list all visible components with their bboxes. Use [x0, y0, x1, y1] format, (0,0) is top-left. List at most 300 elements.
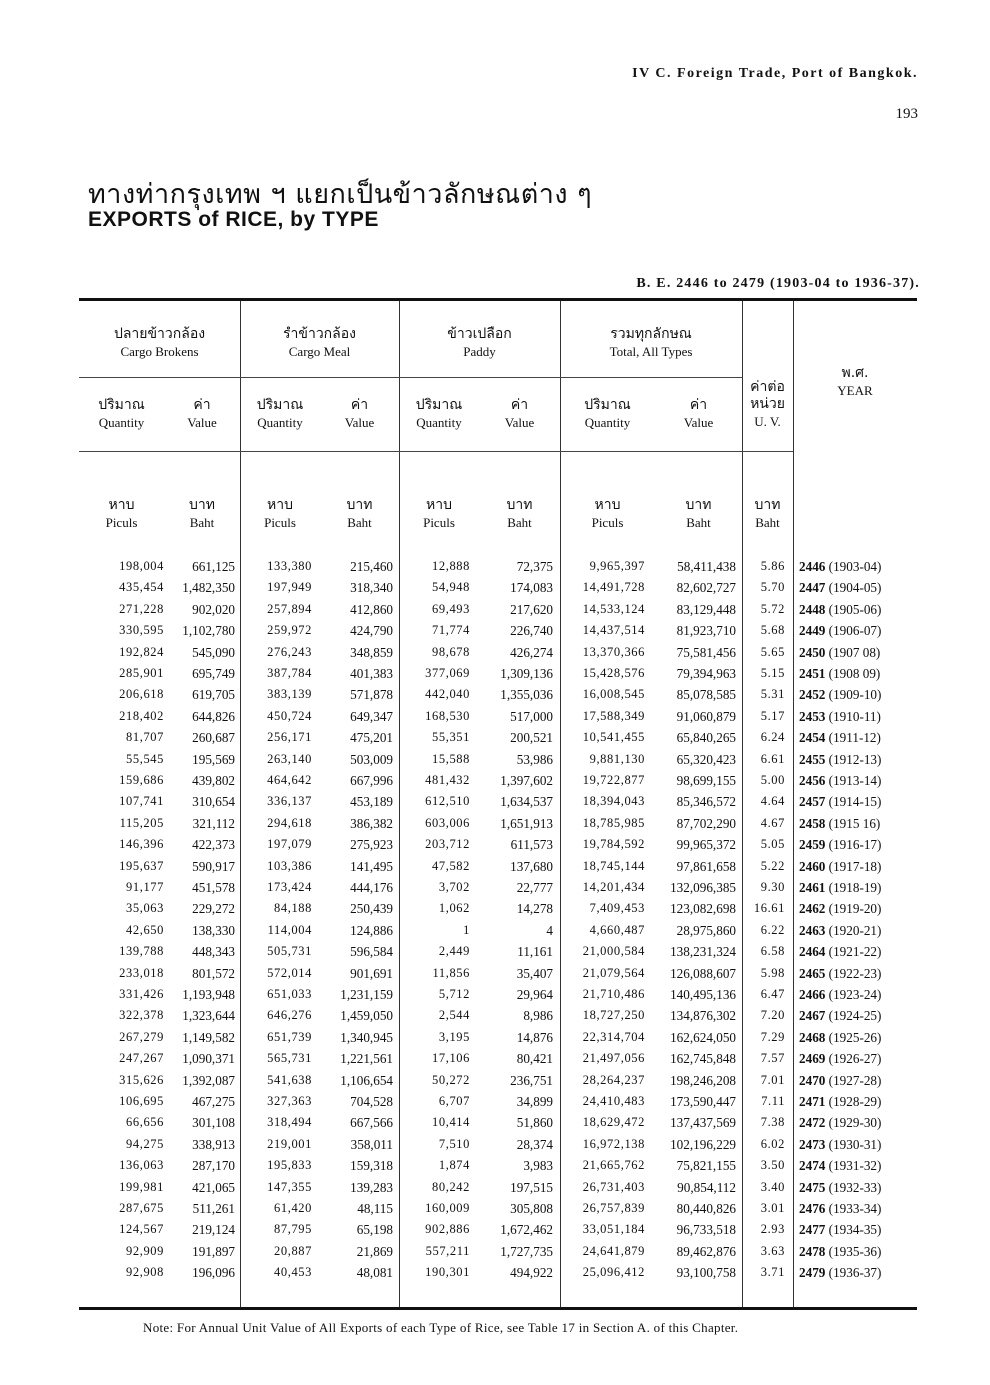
- total-quantity-cell: 26,757,839: [582, 1201, 645, 1215]
- brokens-quantity-cell: 35,063: [126, 901, 164, 916]
- unit-value-cell: 7.01: [760, 1072, 785, 1087]
- unit-value-cell: 5.70: [760, 580, 785, 595]
- year-ce: (1910-11): [828, 708, 881, 724]
- year-be: 2449: [799, 623, 826, 639]
- paddy-quantity-cell: 3,702: [438, 880, 470, 894]
- year-ce: (1922-23): [828, 965, 882, 981]
- year-be: 2466: [799, 987, 826, 1002]
- table-row: [79, 1008, 917, 1029]
- meal-value-cell: 141,495: [350, 858, 393, 874]
- table-row: [79, 794, 917, 815]
- total-quantity-cell: 28,264,237: [582, 1072, 645, 1087]
- year-ce: (1933-34): [828, 1201, 882, 1216]
- meal-value-cell: 1,231,159: [340, 987, 393, 1002]
- paddy-value-cell: 72,375: [516, 559, 553, 574]
- year-cell: [799, 987, 881, 1003]
- year-ce: (1903-04): [828, 559, 882, 574]
- paddy-value-cell: 29,964: [516, 987, 553, 1002]
- paddy-quantity-cell: 54,948: [432, 580, 470, 595]
- year-be: 2448: [799, 601, 826, 617]
- year-ce: (1906-07): [828, 623, 882, 639]
- meal-value-cell: 1,459,050: [340, 1008, 393, 1024]
- unit-baht: บาท Baht: [506, 497, 533, 530]
- table-row: [79, 1137, 917, 1158]
- brokens-value-cell: 421,065: [192, 1179, 235, 1195]
- year-cell: [799, 1180, 881, 1196]
- brokens-value-cell: 196,096: [192, 1265, 235, 1281]
- table-row: [79, 1158, 917, 1179]
- meal-quantity-cell: 450,724: [267, 708, 312, 723]
- year-cell: [799, 1073, 881, 1089]
- paddy-quantity-cell: 12,888: [432, 559, 470, 573]
- english-title: EXPORTS of RICE, by TYPE: [88, 208, 379, 231]
- meal-value-cell: 412,860: [350, 601, 393, 617]
- year-cell: [799, 666, 880, 682]
- year-be: 2475: [799, 1179, 826, 1195]
- year-be: 2471: [799, 1094, 826, 1109]
- year-ce: (1919-20): [828, 901, 882, 917]
- meal-value-cell: 667,566: [350, 1115, 393, 1131]
- brokens-value-cell: 801,572: [192, 965, 235, 981]
- total-value-cell: 126,088,607: [670, 965, 736, 981]
- table-row: [79, 1222, 917, 1243]
- year-cell: [799, 923, 881, 939]
- year-be: 2477: [799, 1222, 826, 1238]
- paddy-quantity-cell: 50,272: [432, 1072, 470, 1087]
- total-quantity-cell: 14,201,434: [582, 880, 645, 894]
- year-cell: [799, 773, 881, 789]
- meal-value-cell: 48,115: [357, 1201, 393, 1216]
- unit-value-cell: 5.65: [760, 644, 785, 659]
- total-value-cell: 65,320,423: [676, 751, 736, 767]
- paddy-quantity-cell: 55,351: [432, 730, 470, 745]
- rice-exports-table: [79, 298, 917, 1310]
- brokens-value-cell: 321,112: [192, 815, 235, 831]
- paddy-quantity-cell: 612,510: [425, 794, 470, 809]
- brokens-value-cell: 1,090,371: [182, 1051, 235, 1067]
- table-row: [79, 580, 917, 601]
- year-cell: [799, 901, 881, 917]
- total-value-cell: 162,624,050: [670, 1029, 736, 1045]
- brokens-value-cell: 338,913: [192, 1136, 235, 1152]
- unit-value-cell: 3.01: [760, 1201, 785, 1215]
- brokens-quantity-cell: 331,426: [119, 987, 164, 1001]
- brokens-value-cell: 467,275: [192, 1094, 235, 1109]
- total-value-cell: 97,861,658: [676, 858, 736, 874]
- meal-value-cell: 667,996: [350, 773, 393, 788]
- paddy-value-cell: 1,672,462: [500, 1222, 553, 1238]
- meal-value-cell: 1,340,945: [340, 1029, 393, 1045]
- footnote: Note: For Annual Unit Value of All Exports of each Type of Rice, see Table 17 in Section A. of this Chapter.: [143, 1320, 739, 1335]
- total-value-cell: 90,854,112: [677, 1179, 736, 1195]
- unit-value-header: ค่าต่อ หน่วย U. V.: [750, 379, 785, 429]
- unit-piculs: หาบ Piculs: [264, 497, 296, 530]
- table-row: [79, 709, 917, 730]
- meal-quantity-cell: 20,887: [274, 1243, 312, 1258]
- meal-quantity-cell: 505,731: [267, 944, 312, 959]
- meal-value-cell: 901,691: [350, 965, 393, 981]
- table-row: [79, 859, 917, 880]
- year-cell: [799, 687, 881, 703]
- brokens-quantity-cell: 435,454: [119, 580, 164, 595]
- paddy-value-cell: 217,620: [510, 601, 553, 617]
- year-ce: (1932-33): [828, 1179, 882, 1195]
- brokens-value-cell: 1,482,350: [182, 580, 235, 596]
- year-be: 2456: [799, 773, 826, 788]
- total-quantity-cell: 18,785,985: [582, 815, 645, 830]
- year-be: 2464: [799, 944, 826, 960]
- year-be: 2461: [799, 880, 826, 895]
- year-be: 2451: [799, 666, 826, 681]
- year-be: 2452: [799, 687, 826, 703]
- total-quantity-cell: 24,410,483: [582, 1094, 645, 1108]
- year-cell: [799, 752, 881, 768]
- paddy-value-cell: 137,680: [510, 858, 553, 874]
- qty-subheader: ปริมาณ Quantity: [98, 397, 145, 430]
- year-be: 2473: [799, 1136, 826, 1152]
- brokens-value-cell: 1,392,087: [182, 1072, 235, 1088]
- brokens-quantity-cell: 267,279: [119, 1029, 164, 1044]
- year-be: 2462: [799, 901, 826, 917]
- year-ce: (1927-28): [828, 1072, 882, 1088]
- paddy-quantity-cell: 6,707: [438, 1094, 470, 1108]
- table-row: [79, 966, 917, 987]
- unit-value-cell: 7.57: [760, 1051, 785, 1066]
- meal-quantity-cell: 103,386: [267, 858, 312, 873]
- total-quantity-cell: 4,660,487: [589, 922, 645, 937]
- table-row: [79, 1244, 917, 1265]
- total-quantity-cell: 16,008,545: [582, 687, 645, 702]
- unit-value-cell: 7.20: [760, 1008, 785, 1023]
- brokens-quantity-cell: 199,981: [119, 1179, 164, 1194]
- paddy-quantity-cell: 17,106: [432, 1051, 470, 1066]
- total-value-cell: 137,437,569: [670, 1115, 736, 1131]
- year-ce: (1918-19): [828, 880, 882, 895]
- year-ce: (1924-25): [828, 1008, 882, 1024]
- meal-value-cell: 159,318: [350, 1158, 393, 1174]
- year-cell: [799, 730, 881, 746]
- year-be: 2454: [799, 730, 826, 746]
- paddy-value-cell: 34,899: [516, 1094, 553, 1109]
- year-ce: (1904-05): [828, 580, 882, 596]
- paddy-quantity-cell: 902,886: [425, 1222, 470, 1237]
- year-ce: (1911-12): [828, 730, 881, 746]
- year-ce: (1913-14): [828, 773, 882, 788]
- meal-value-cell: 250,439: [350, 901, 393, 917]
- year-be: 2459: [799, 837, 826, 853]
- year-ce: (1935-36): [828, 1243, 882, 1259]
- paddy-value-cell: 3,983: [523, 1158, 553, 1174]
- brokens-quantity-cell: 247,267: [119, 1051, 164, 1066]
- year-be: 2479: [799, 1265, 826, 1281]
- year-ce: (1928-29): [828, 1094, 882, 1109]
- brokens-quantity-cell: 92,909: [126, 1243, 164, 1258]
- total-value-cell: 123,082,698: [670, 901, 736, 917]
- year-ce: (1925-26): [828, 1029, 882, 1045]
- year-be: 2455: [799, 751, 826, 767]
- meal-value-cell: 649,347: [350, 708, 393, 724]
- year-be: 2472: [799, 1115, 826, 1131]
- unit-value-cell: 3.71: [760, 1265, 785, 1280]
- total-quantity-cell: 14,437,514: [582, 623, 645, 638]
- paddy-value-cell: 226,740: [510, 623, 553, 639]
- year-ce: (1934-35): [828, 1222, 882, 1238]
- year-cell: [799, 1137, 881, 1153]
- meal-quantity-cell: 87,795: [274, 1222, 312, 1237]
- meal-quantity-cell: 257,894: [267, 601, 312, 616]
- year-be: 2467: [799, 1008, 826, 1024]
- meal-quantity-cell: 565,731: [267, 1051, 312, 1066]
- paddy-value-cell: 1,651,913: [500, 815, 553, 831]
- year-ce: (1936-37): [828, 1265, 882, 1281]
- total-value-cell: 79,394,963: [676, 666, 736, 681]
- meal-value-cell: 358,011: [350, 1136, 393, 1152]
- brokens-quantity-cell: 195,637: [119, 858, 164, 873]
- meal-value-cell: 1,106,654: [340, 1072, 393, 1088]
- table-row: [79, 1073, 917, 1094]
- total-quantity-cell: 7,409,453: [589, 901, 645, 916]
- brokens-value-cell: 451,578: [192, 880, 235, 895]
- year-ce: (1929-30): [828, 1115, 882, 1131]
- unit-value-cell: 6.61: [760, 751, 785, 766]
- paddy-value-cell: 14,278: [516, 901, 553, 917]
- paddy-value-cell: 1,355,036: [500, 687, 553, 703]
- meal-quantity-cell: 541,638: [267, 1072, 312, 1087]
- total-value-cell: 85,346,572: [676, 794, 736, 810]
- brokens-quantity-cell: 66,656: [126, 1115, 164, 1130]
- brokens-quantity-cell: 287,675: [119, 1201, 164, 1215]
- meal-quantity-cell: 133,380: [267, 559, 312, 573]
- paddy-value-cell: 494,922: [510, 1265, 553, 1281]
- brokens-quantity-cell: 139,788: [119, 944, 164, 959]
- year-cell: [799, 709, 881, 725]
- total-quantity-cell: 9,881,130: [589, 751, 645, 766]
- paddy-value-cell: 51,860: [516, 1115, 553, 1131]
- brokens-value-cell: 422,373: [192, 837, 235, 853]
- total-value-cell: 87,702,290: [676, 815, 736, 831]
- unit-value-cell: 9.30: [760, 880, 785, 894]
- year-cell: [799, 1094, 881, 1110]
- total-quantity-cell: 22,314,704: [582, 1029, 645, 1044]
- total-quantity-cell: 14,533,124: [582, 601, 645, 616]
- qty-subheader: ปริมาณ Quantity: [415, 397, 463, 430]
- year-ce: (1905-06): [828, 601, 882, 617]
- year-be: 2450: [799, 644, 826, 660]
- paddy-value-cell: 1,727,735: [500, 1243, 553, 1259]
- paddy-quantity-cell: 2,449: [438, 944, 470, 959]
- paddy-quantity-cell: 203,712: [425, 837, 470, 852]
- total-value-cell: 81,923,710: [676, 623, 736, 639]
- unit-value-cell: 5.00: [760, 773, 785, 787]
- table-row: [79, 666, 917, 687]
- brokens-quantity-cell: 81,707: [126, 730, 164, 745]
- paddy-quantity-cell: 2,544: [438, 1008, 470, 1023]
- paddy-quantity-cell: 1,874: [438, 1158, 470, 1173]
- paddy-value-cell: 426,274: [510, 644, 553, 660]
- brokens-quantity-cell: 271,228: [119, 601, 164, 616]
- brokens-value-cell: 661,125: [192, 559, 235, 574]
- paddy-quantity-cell: 11,856: [432, 965, 470, 980]
- unit-value-cell: 6.02: [760, 1136, 785, 1151]
- meal-value-cell: 318,340: [350, 580, 393, 596]
- paddy-header: ข้าวเปลือก Paddy: [447, 326, 512, 359]
- total-value-cell: 138,231,324: [670, 944, 736, 960]
- brokens-quantity-cell: 115,205: [119, 815, 164, 830]
- unit-baht: บาท Baht: [754, 497, 781, 530]
- year-ce: (1909-10): [828, 687, 882, 703]
- brokens-quantity-cell: 206,618: [119, 687, 164, 702]
- paddy-value-cell: 236,751: [510, 1072, 553, 1088]
- meal-quantity-cell: 464,642: [267, 773, 312, 787]
- paddy-value-cell: 517,000: [510, 708, 553, 724]
- total-value-cell: 83,129,448: [676, 601, 736, 617]
- unit-value-cell: 5.31: [760, 687, 785, 702]
- brokens-value-cell: 310,654: [192, 794, 235, 810]
- year-be: 2465: [799, 965, 826, 981]
- qty-subheader: ปริมาณ Quantity: [584, 397, 631, 430]
- meal-quantity-cell: 336,137: [267, 794, 312, 809]
- date-range: B. E. 2446 to 2479 (1903-04 to 1936-37).: [636, 276, 920, 291]
- brokens-value-cell: 448,343: [192, 944, 235, 960]
- meal-quantity-cell: 383,139: [267, 687, 312, 702]
- paddy-quantity-cell: 15,588: [432, 751, 470, 766]
- unit-value-cell: 16.61: [753, 901, 785, 916]
- unit-value-cell: 5.86: [760, 559, 785, 573]
- brokens-quantity-cell: 233,018: [119, 965, 164, 980]
- meal-value-cell: 401,383: [350, 666, 393, 681]
- total-value-cell: 98,699,155: [676, 773, 736, 788]
- year-be: 2463: [799, 922, 826, 938]
- meal-value-cell: 571,878: [350, 687, 393, 703]
- year-be: 2476: [799, 1201, 826, 1216]
- year-ce: (1923-24): [828, 987, 882, 1002]
- brokens-value-cell: 1,323,644: [182, 1008, 235, 1024]
- total-quantity-cell: 21,710,486: [582, 987, 645, 1001]
- year-cell: [799, 1030, 881, 1046]
- unit-value-cell: 5.68: [760, 623, 785, 638]
- paddy-value-cell: 28,374: [516, 1136, 553, 1152]
- paddy-quantity-cell: 71,774: [432, 623, 470, 638]
- paddy-value-cell: 1,309,136: [500, 666, 553, 681]
- total-value-cell: 85,078,585: [676, 687, 736, 703]
- brokens-value-cell: 644,826: [192, 708, 235, 724]
- table-row: [79, 773, 917, 794]
- paddy-value-cell: 14,876: [516, 1029, 553, 1045]
- unit-value-cell: 5.17: [760, 708, 785, 723]
- brokens-value-cell: 545,090: [192, 644, 235, 660]
- table-row: [79, 880, 917, 901]
- paddy-value-cell: 53,986: [516, 751, 553, 767]
- year-cell: [799, 559, 881, 575]
- brokens-quantity-cell: 146,396: [119, 837, 164, 852]
- brokens-quantity-cell: 192,824: [119, 644, 164, 659]
- total-value-cell: 96,733,518: [676, 1222, 736, 1238]
- meal-quantity-cell: 219,001: [267, 1136, 312, 1151]
- brokens-quantity-cell: 94,275: [126, 1136, 164, 1151]
- total-quantity-cell: 25,096,412: [582, 1265, 645, 1280]
- table-row: [79, 645, 917, 666]
- table-row: [79, 1180, 917, 1201]
- paddy-value-cell: 611,573: [510, 837, 553, 853]
- meal-value-cell: 503,009: [350, 751, 393, 767]
- unit-value-cell: 5.72: [760, 601, 785, 616]
- paddy-quantity-cell: 80,242: [432, 1179, 470, 1194]
- brokens-quantity-cell: 159,686: [119, 773, 164, 787]
- unit-piculs: หาบ Piculs: [105, 497, 138, 530]
- year-be: 2457: [799, 794, 826, 810]
- brokens-value-cell: 195,569: [192, 751, 235, 767]
- table-row: [79, 944, 917, 965]
- table-row: [79, 559, 917, 580]
- meal-quantity-cell: 256,171: [267, 730, 312, 745]
- paddy-quantity-cell: 5,712: [438, 987, 470, 1001]
- total-quantity-cell: 33,051,184: [582, 1222, 645, 1237]
- meal-quantity-cell: 387,784: [267, 666, 312, 680]
- year-cell: [799, 623, 881, 639]
- meal-value-cell: 139,283: [350, 1179, 393, 1195]
- year-ce: (1926-27): [828, 1051, 882, 1067]
- qty-subheader: ปริมาณ Quantity: [256, 397, 304, 430]
- unit-value-cell: 4.64: [760, 794, 785, 809]
- meal-value-cell: 453,189: [350, 794, 393, 810]
- total-quantity-cell: 21,079,564: [582, 965, 645, 980]
- brokens-quantity-cell: 124,567: [119, 1222, 164, 1237]
- brokens-quantity-cell: 106,695: [119, 1094, 164, 1108]
- total-quantity-cell: 18,629,472: [582, 1115, 645, 1130]
- meal-value-cell: 704,528: [350, 1094, 393, 1109]
- year-cell: [799, 816, 880, 832]
- total-quantity-cell: 18,727,250: [582, 1008, 645, 1023]
- unit-baht: บาท Baht: [346, 497, 373, 530]
- brokens-value-cell: 301,108: [192, 1115, 235, 1131]
- total-quantity-cell: 24,641,879: [582, 1243, 645, 1258]
- year-cell: [799, 645, 880, 661]
- unit-value-cell: 7.38: [760, 1115, 785, 1130]
- year-cell: [799, 1244, 881, 1260]
- year-cell: [799, 880, 881, 896]
- total-quantity-cell: 19,722,877: [582, 773, 645, 787]
- total-quantity-cell: 21,497,056: [582, 1051, 645, 1066]
- year-cell: [799, 580, 881, 596]
- table-row: [79, 837, 917, 858]
- paddy-quantity-cell: 377,069: [425, 666, 470, 680]
- paddy-value-cell: 200,521: [510, 730, 553, 746]
- table-row: [79, 1115, 917, 1136]
- meal-quantity-cell: 40,453: [274, 1265, 312, 1280]
- section-header: IV C. Foreign Trade, Port of Bangkok.: [632, 66, 918, 81]
- year-be: 2446: [799, 559, 826, 574]
- year-ce: (1914-15): [828, 794, 882, 810]
- unit-piculs: หาบ Piculs: [423, 497, 455, 530]
- brokens-value-cell: 439,802: [192, 773, 235, 788]
- brokens-quantity-cell: 218,402: [119, 708, 164, 723]
- year-cell: [799, 966, 881, 982]
- year-cell: [799, 794, 881, 810]
- paddy-value-cell: 305,808: [510, 1201, 553, 1216]
- meal-value-cell: 65,198: [356, 1222, 393, 1238]
- table-row: [79, 1201, 917, 1222]
- brokens-value-cell: 695,749: [192, 666, 235, 681]
- year-ce: (1921-22): [828, 944, 882, 960]
- year-be: 2469: [799, 1051, 826, 1067]
- table-row: [79, 1051, 917, 1072]
- year-be: 2460: [799, 858, 826, 874]
- total-value-cell: 75,821,155: [676, 1158, 736, 1174]
- year-ce: (1917-18): [828, 858, 882, 874]
- year-be: 2478: [799, 1243, 826, 1259]
- year-ce: (1916-17): [828, 837, 882, 853]
- table-row: [79, 752, 917, 773]
